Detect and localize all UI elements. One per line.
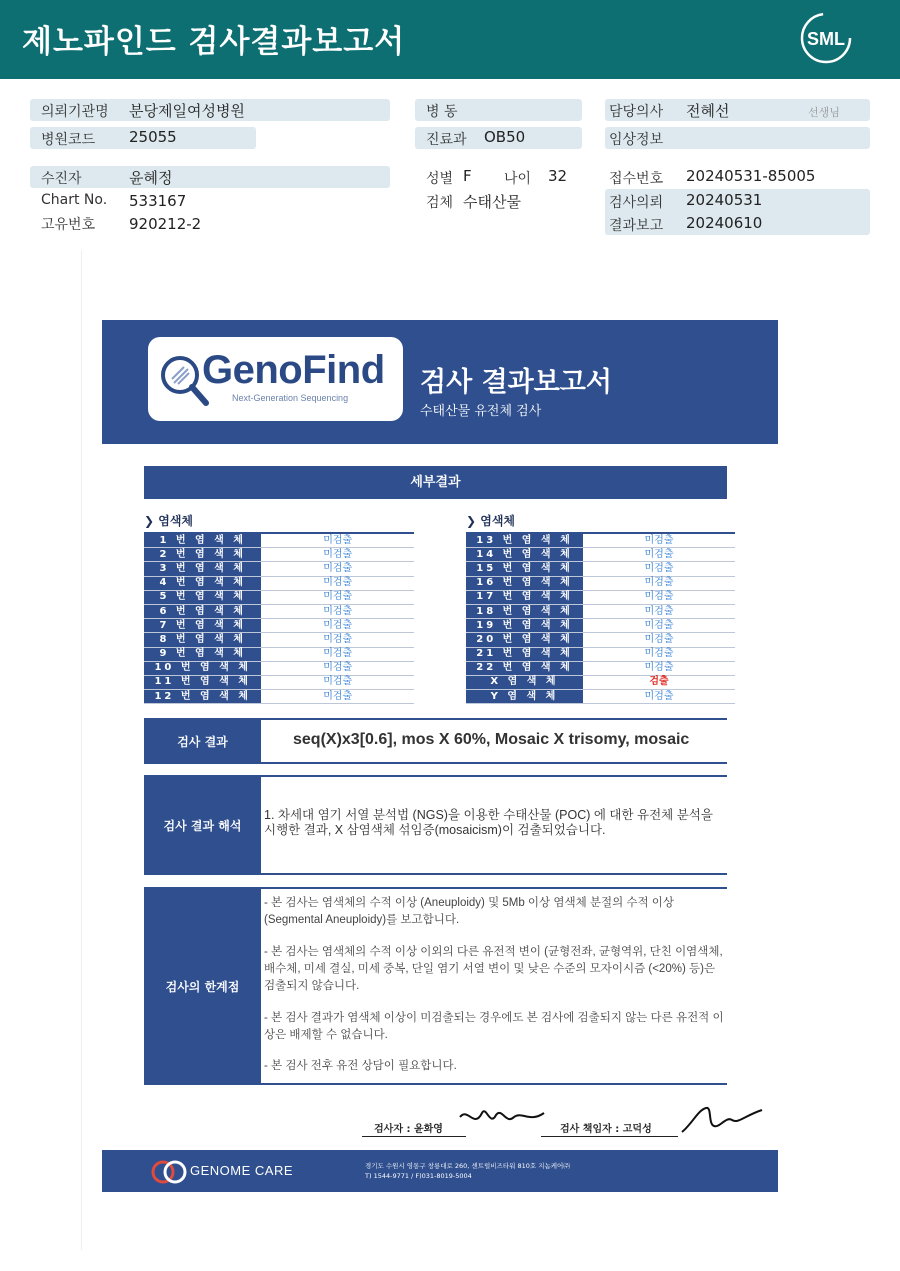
chromosome-row	[144, 533, 414, 548]
genome-care-logo-icon	[150, 1159, 188, 1185]
chromosome-heading-text: 염색체	[158, 514, 194, 528]
report-title: 검사 결과보고서	[420, 367, 612, 398]
hospital-code-label: 병원코드	[41, 132, 96, 148]
chromosome-row	[466, 647, 735, 661]
genofind-tagline: Next-Generation Sequencing	[232, 393, 349, 403]
chromosome-row	[466, 633, 735, 647]
chromosome-row	[144, 562, 414, 576]
hospital-code-value: 25055	[129, 128, 177, 146]
chromosome-row	[144, 661, 414, 675]
chromosome-result: 미검출	[583, 604, 735, 618]
interpretation-text: 1. 차세대 염기 서열 분석법 (NGS)을 이용한 수태산물 (POC) 에 대한 유전체 분석을 시행한 결과, X 삼염색체 섞임증(mosaicism)이 검출되었습니다.	[264, 808, 713, 837]
chromosome-name: X 염 색 체	[466, 675, 583, 689]
chromosome-name: 3 번 염 색 체	[144, 562, 261, 576]
chromosome-row	[144, 548, 414, 562]
chromosome-name: 2 번 염 색 체	[144, 548, 261, 562]
limitation-item: - 본 검사 결과가 염색체 이상이 미검출되는 경우에도 본 검사에 검출되지 않는 다른 유전적 이상은 배제할 수 없습니다.	[264, 1012, 724, 1041]
examiner-label: 검사자 : 윤화영	[374, 1124, 443, 1135]
chromosome-result: 미검출	[583, 562, 735, 576]
doctor-value: 전혜선	[686, 102, 730, 120]
chromosome-row	[466, 661, 735, 675]
dept-label: 진료과	[426, 132, 467, 148]
chromosome-row	[144, 604, 414, 618]
chromosome-heading-left: ❯ 염색체	[144, 514, 194, 528]
chromosome-name: 8 번 염 색 체	[144, 633, 261, 647]
chromosome-result: 미검출	[583, 633, 735, 647]
chromosome-row	[466, 548, 735, 562]
company-phone: T) 1544-9771 / F)031-8019-5004	[365, 1172, 472, 1180]
chromosome-name: 16 번 염 색 체	[466, 576, 583, 590]
patient-label: 수진자	[41, 171, 82, 187]
chromosome-result: 미검출	[261, 533, 414, 548]
chromosome-name: 19 번 염 색 체	[466, 619, 583, 633]
chromosome-row	[466, 576, 735, 590]
report-subtitle: 수태산물 유전체 검사	[420, 404, 542, 419]
sex-label: 성별	[426, 171, 454, 187]
chromosome-name: 13 번 염 색 체	[466, 533, 583, 548]
chromosome-table-right	[466, 532, 735, 704]
report-date-value: 20240610	[686, 214, 763, 232]
patient-row	[30, 166, 390, 188]
page-title: 제노파인드 검사결과보고서	[22, 24, 406, 60]
chromosome-row	[466, 690, 735, 704]
chromosome-name: 7 번 염 색 체	[144, 619, 261, 633]
limitation-item: - 본 검사는 염색체의 수적 이상 (Aneuploidy) 및 5Mb 이상 염색체 분절의 수적 이상 (Segmental Aneuploidy)를 보고합니다.	[264, 897, 675, 926]
chromosome-result: 미검출	[583, 661, 735, 675]
chromosome-row	[144, 576, 414, 590]
chromosome-row	[144, 590, 414, 604]
sml-logo-text: SML	[807, 29, 845, 49]
chromosome-row	[466, 533, 735, 548]
chromosome-name: 22 번 염 색 체	[466, 661, 583, 675]
supervisor-label: 검사 책임자 : 고덕성	[560, 1124, 652, 1135]
chromosome-row	[466, 590, 735, 604]
chromosome-result: 미검출	[261, 675, 414, 689]
institution-value: 분당제일여성병원	[129, 102, 245, 120]
chromosome-name: 11 번 염 색 체	[144, 675, 261, 689]
unique-value: 920212-2	[129, 215, 202, 233]
chromosome-row	[144, 675, 414, 689]
result-value: seq(X)x3[0.6], mos X 60%, Mosaic X trisomy, mosaic	[293, 731, 690, 748]
chromosome-result: 미검출	[583, 619, 735, 633]
chromosome-name: 15 번 염 색 체	[466, 562, 583, 576]
chromosome-result: 미검출	[261, 562, 414, 576]
chromosome-heading-text: 염색체	[480, 514, 516, 528]
limitation-item: - 본 검사 전후 유전 상담이 필요합니다.	[264, 1060, 457, 1072]
specimen-value: 수태산물	[463, 193, 521, 211]
chromosome-row	[466, 619, 735, 633]
chromosome-result: 미검출	[261, 633, 414, 647]
chromosome-result: 미검출	[261, 690, 414, 704]
receipt-label: 접수번호	[609, 171, 664, 187]
chromosome-heading-right: ❯ 염색체	[466, 514, 516, 528]
detail-results-header: 세부결과	[144, 466, 727, 499]
chromosome-row	[144, 690, 414, 704]
doctor-label: 담당의사	[609, 104, 664, 120]
examiner-sign-line	[362, 1136, 466, 1137]
chromosome-result: 미검출	[261, 548, 414, 562]
institution-label: 의뢰기관명	[41, 104, 109, 120]
chromosome-name: 21 번 염 색 체	[466, 647, 583, 661]
receipt-value: 20240531-85005	[686, 167, 816, 185]
supervisor-signature	[678, 1102, 766, 1138]
chromosome-result: 미검출	[261, 604, 414, 618]
chromosome-result: 미검출	[261, 661, 414, 675]
chromosome-name: 10 번 염 색 체	[144, 661, 261, 675]
company-address-block	[365, 1161, 570, 1181]
chromosome-name: 5 번 염 색 체	[144, 590, 261, 604]
interpretation-label: 검사 결과 해석	[144, 777, 261, 873]
chromosome-name: 18 번 염 색 체	[466, 604, 583, 618]
chromosome-result: 미검출	[261, 647, 414, 661]
chromosome-name: Y 염 색 체	[466, 690, 583, 704]
limitation-item: - 본 검사는 염색체의 수적 이상 이외의 다른 유전적 변이 (균형전좌, 균형역위, 단친 이염색체, 배수체, 미세 결실, 미세 중복, 단일 염기 서열 변이 및 낮은 수준의 모자이시즘 (<20%) 등)은 검출되지 않습니다.	[264, 946, 723, 992]
chromosome-row	[466, 675, 735, 689]
patient-value: 윤혜정	[129, 169, 173, 187]
chromosome-result: 미검출	[583, 548, 735, 562]
request-value: 20240531	[686, 191, 763, 209]
chromosome-row	[144, 619, 414, 633]
page-divider	[81, 250, 82, 1250]
chromosome-table-left	[144, 532, 414, 704]
chromosome-name: 6 번 염 색 체	[144, 604, 261, 618]
chromosome-name: 17 번 염 색 체	[466, 590, 583, 604]
request-label: 검사의뢰	[609, 195, 664, 211]
company-footer	[102, 1150, 778, 1192]
unique-label: 고유번호	[41, 217, 96, 233]
chromosome-row	[144, 633, 414, 647]
supervisor-sign-line	[541, 1136, 678, 1137]
chromosome-row	[144, 647, 414, 661]
clinical-label: 임상정보	[609, 132, 664, 148]
ward-label: 병 동	[426, 104, 458, 120]
chromosome-name: 20 번 염 색 체	[466, 633, 583, 647]
chromosome-row	[466, 604, 735, 618]
age-label: 나이	[504, 171, 532, 187]
chromosome-name: 4 번 염 색 체	[144, 576, 261, 590]
sex-value: F	[463, 167, 472, 185]
genofind-brand: GenoFind	[202, 348, 385, 392]
limitations-label: 검사의 한계점	[144, 889, 261, 1083]
chromosome-result: 미검출	[261, 619, 414, 633]
examiner-signature	[456, 1103, 548, 1135]
chromosome-result: 미검출	[261, 576, 414, 590]
chart-label: Chart No.	[41, 192, 108, 208]
chromosome-row	[466, 562, 735, 576]
chromosome-result: 미검출	[583, 690, 735, 704]
specimen-label: 검체	[426, 195, 454, 211]
company-address: 경기도 수원시 영통구 창룡대로 260, 센트럴비즈타워 810호 지놈케어㈜	[365, 1162, 570, 1170]
chromosome-name: 12 번 염 색 체	[144, 690, 261, 704]
report-header-bar	[0, 0, 900, 79]
chromosome-result: 미검출	[583, 576, 735, 590]
dept-value: OB50	[484, 128, 526, 146]
chromosome-result: 미검출	[583, 590, 735, 604]
chromosome-name: 1 번 염 색 체	[144, 533, 261, 548]
result-label: 검사 결과	[144, 720, 261, 762]
chromosome-result: 검출	[583, 675, 735, 689]
report-date-label: 결과보고	[609, 218, 664, 234]
sml-logo	[800, 12, 852, 64]
chromosome-name: 14 번 염 색 체	[466, 548, 583, 562]
doctor-suffix: 선생님	[808, 106, 840, 119]
chart-value: 533167	[129, 192, 187, 210]
chromosome-result: 미검출	[583, 647, 735, 661]
chromosome-result: 미검출	[583, 533, 735, 548]
chromosome-result: 미검출	[261, 590, 414, 604]
chromosome-name: 9 번 염 색 체	[144, 647, 261, 661]
genome-care-name: GENOME CARE	[190, 1163, 294, 1178]
age-value: 32	[548, 167, 568, 185]
